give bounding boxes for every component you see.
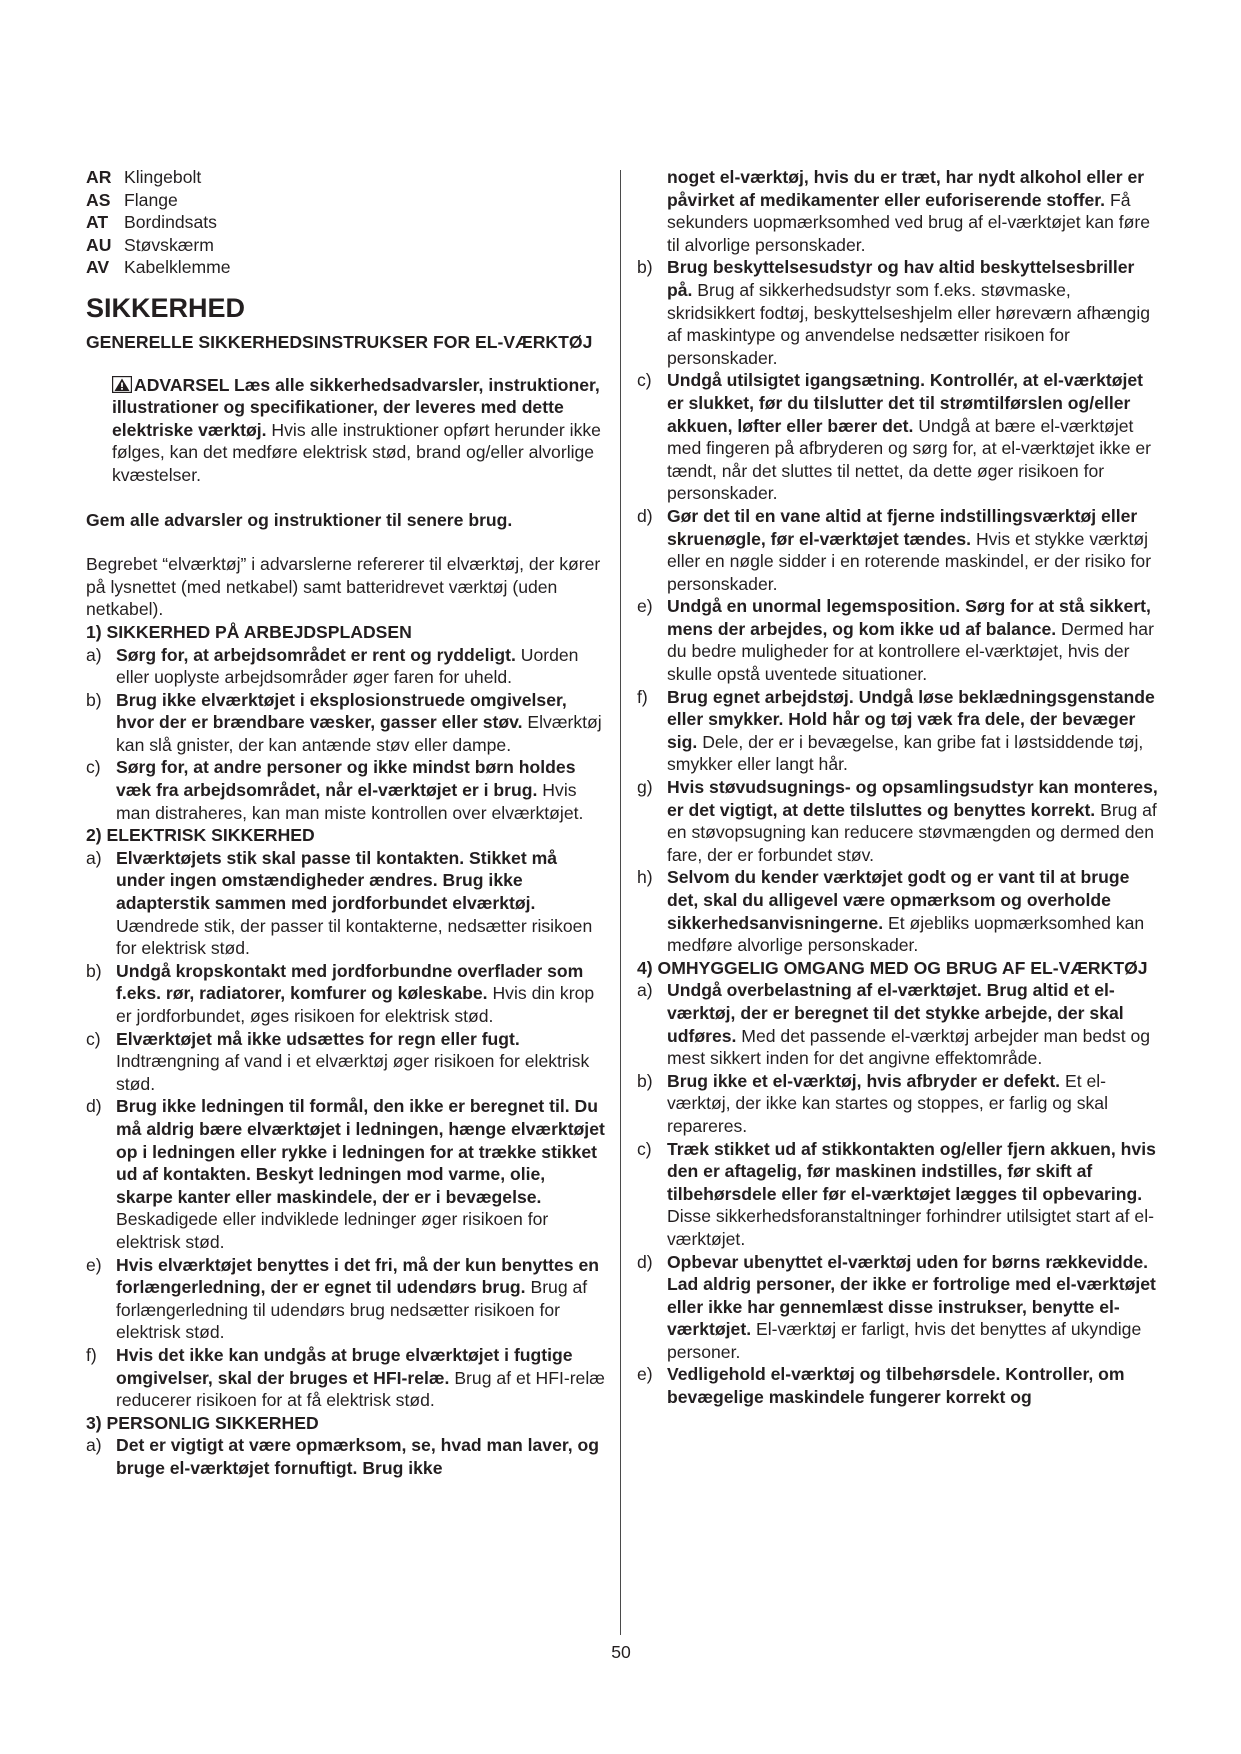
legend-row	[86, 211, 606, 234]
warning-bold-text: ADVARSEL Læs alle sikkerhedsadvarsler, instruktioner, illustrationer og specifikationer, der leveres med dette elektriske værktøj.	[112, 374, 600, 440]
item-text: El-værktøj er farligt, hvis det benyttes af ukyndige personer.	[667, 1319, 1142, 1362]
legend-row	[86, 189, 606, 212]
item-bold-text: Undgå overbelastning af el-værktøjet. Brug altid et el-værktøj, der er beregnet til det stykke arbejde, der skal udføres.	[667, 980, 1124, 1046]
item-text: Uændrede stik, der passer til kontakterne, nedsætter risikoen for elektrisk stød.	[116, 915, 593, 959]
item-bold-text: Brug ikke elværktøjet i eksplosionstruede omgivelser, hvor der er brændbare væsker, gasser eller støv.	[116, 689, 567, 733]
section-heading-2: 2) ELEKTRISK SIKKERHED	[86, 825, 315, 846]
legend-label: Støvskærm	[124, 234, 214, 255]
item-letter: d)	[86, 1096, 102, 1117]
legend-code: AS	[86, 189, 111, 210]
legend-label: Bordindsats	[124, 212, 217, 233]
item-letter: e)	[86, 1254, 102, 1275]
item-letter: f)	[637, 686, 648, 707]
list-item	[637, 1138, 1163, 1251]
warning-text: Hvis alle instruktioner opført herunder ikke følges, kan det medføre elektrisk stød, brand og/eller alvorlige kvæstelser.	[112, 419, 601, 485]
item-bold-text: Sørg for, at arbejdsområdet er rent og ryddeligt.	[116, 644, 516, 665]
legend-label: Klingebolt	[124, 167, 202, 187]
item-bold-text: Brug ikke ledningen til formål, den ikke er beregnet til. Du må aldrig bære elværktøjet i ledningen, hænge elværktøjet op i ledningen eller rykke i ledningen for at trække stikket ud af kontakten. Beskyt ledningen mod varme, olie, skarpe kanter eller maskindele, der er i bevægelse.	[116, 1096, 605, 1207]
legend-label: Flange	[124, 189, 178, 210]
list-item	[637, 1070, 1163, 1138]
item-letter: d)	[637, 1251, 653, 1272]
item-bold-text: Vedligehold el-værktøj og tilbehørsdele. Kontroller, om bevægelige maskindele fungerer korrekt og	[667, 1364, 1125, 1408]
item-bold-text: Brug beskyttelsesudstyr og hav altid beskyttelsesbriller på.	[667, 257, 1135, 300]
list-item	[637, 686, 1163, 776]
list-item	[637, 979, 1163, 1069]
list-item	[637, 595, 1163, 685]
item-letter: e)	[637, 1364, 653, 1385]
item-bold-text: Elværktøjets stik skal passe til kontakten. Stikket må under ingen omstændigheder ændres. Brug ikke adapterstik sammen med jordforbundet elværktøj.	[116, 847, 558, 914]
warning-paragraph	[86, 374, 606, 487]
legend-code: AT	[86, 212, 109, 233]
column-divider	[620, 170, 621, 1635]
item-letter: b)	[86, 689, 102, 710]
left-column	[86, 166, 606, 1479]
item-text: Indtrængning af vand i et elværktøj øger risikoen for elektrisk stød.	[116, 1051, 590, 1094]
item-bold-text: Hvis det ikke kan undgås at bruge elværktøjet i fugtige omgivelser, skal der bruges et HFI-relæ.	[116, 1344, 573, 1388]
item-text: Disse sikkerhedsforanstaltninger forhindrer utilsigtet start af el-værktøjet.	[667, 1206, 1154, 1249]
list-item	[86, 756, 606, 824]
list-item	[637, 505, 1163, 595]
list-item	[86, 1095, 606, 1253]
item-letter: d)	[637, 505, 653, 526]
section-subtitle: GENERELLE SIKKERHEDSINSTRUKSER FOR EL-VÆRKTØJ	[86, 331, 593, 352]
item-letter: a)	[86, 847, 102, 868]
list-item-continuation	[637, 166, 1163, 256]
list-item	[637, 369, 1163, 505]
item-bold-text: Gør det til en vane altid at fjerne indstillingsværktøj eller skruenøgle, før el-værktøjet tændes.	[667, 505, 1138, 549]
list-item	[637, 1363, 1163, 1408]
legend-row	[86, 166, 606, 189]
list-item	[637, 256, 1163, 369]
item-bold-text: Det er vigtigt at være opmærksom, se, hvad man laver, og bruge el-værktøjet fornuftigt. Brug ikke	[116, 1435, 600, 1478]
item-bold-text: Sørg for, at andre personer og ikke mindst børn holdes væk fra arbejdsområdet, når el-værktøjet er i brug.	[116, 757, 576, 801]
item-text: Elværktøj kan slå gnister, der kan antænde støv eller dampe.	[116, 712, 602, 755]
item-bold-text: Elværktøjet må ikke udsættes for regn eller fugt.	[116, 1028, 520, 1049]
item-letter: b)	[86, 960, 102, 981]
item-text: Undgå at bære el-værktøjet med fingeren på afbryderen og sørg for, at el-værktøjet ikke er tændt, når det sluttes til nettet, da dette øger risikoen for personskader.	[667, 415, 1152, 504]
item-text: Hvis et stykke værktøj eller en nøgle sidder i en roterende maskindel, er der risiko for personskader.	[667, 528, 1152, 594]
item-bold-text: Brug egnet arbejdstøj. Undgå løse beklædningsgenstande eller smykker. Hold hår og tøj væk fra dele, der bevæger sig.	[667, 686, 1155, 752]
list-item	[86, 1344, 606, 1412]
item-bold-text: Undgå en unormal legemsposition. Sørg for at stå sikkert, mens der arbejdes, og kom ikke ud af balance.	[667, 596, 1151, 639]
list-item	[637, 1251, 1163, 1364]
list-item	[86, 1254, 606, 1344]
item-text: Et el-værktøj, der ikke kan startes og stoppes, er farlig og skal repareres.	[667, 1070, 1109, 1136]
item-text: Hvis din krop er jordforbundet, øges risikoen for elektrisk stød.	[116, 983, 595, 1026]
item-text: Med det passende el-værktøj arbejder man bedst og mest sikkert inden for det angivne effektområde.	[667, 1025, 1151, 1069]
item-text: Dele, der er i bevægelse, kan gribe fat i løstsiddende tøj, smykker eller langt hår.	[667, 731, 1144, 775]
list-item	[86, 847, 606, 960]
keep-instructions-note: Gem alle advarsler og instruktioner til senere brug.	[86, 509, 513, 530]
section-heading-3: 3) PERSONLIG SIKKERHED	[86, 1412, 319, 1433]
item-letter: a)	[637, 980, 653, 1001]
item-text: Brug af forlængerledning til udendørs brug nedsætter risikoen for elektrisk stød.	[116, 1277, 588, 1343]
parts-legend	[86, 166, 606, 279]
item-text: Få sekunders uopmærksomhed ved brug af el-værktøjet kan føre til alvorlige personskader.	[667, 189, 1151, 255]
legend-label: Kabelklemme	[124, 257, 231, 278]
item-text: Hvis man distraheres, kan man miste kontrollen over elværktøjet.	[116, 780, 584, 823]
item-letter: c)	[86, 1028, 101, 1049]
legend-code: AU	[86, 234, 112, 255]
item-bold-text: Undgå kropskontakt med jordforbundne overflader som f.eks. rør, radiatorer, komfurer og køleskabe.	[116, 960, 584, 1004]
item-letter: b)	[637, 1070, 653, 1091]
item-bold-text: Hvis elværktøjet benyttes i det fri, må der kun benyttes en forlængerledning, der er egnet til udendørs brug.	[116, 1254, 599, 1298]
item-bold-text: Hvis støvudsugnings- og opsamlingsudstyr kan monteres, er det vigtigt, at dette tilsluttes og benyttes korrekt.	[667, 777, 1158, 820]
list-item	[86, 1028, 606, 1096]
list-item	[637, 776, 1163, 866]
item-bold-text: Undgå utilsigtet igangsætning. Kontrollér, at el-værktøjet er slukket, før du tilslutter det til strømtilførslen og/eller akkuen, løfter eller bærer det.	[667, 370, 1144, 436]
item-text: Brug af et HFI-relæ reducerer risikoen for at få elektrisk stød.	[116, 1367, 605, 1411]
item-letter: h)	[637, 867, 653, 888]
item-letter: c)	[86, 757, 101, 778]
item-bold-text: Træk stikket ud af stikkontakten og/eller fjern akkuen, hvis den er aftagelig, før maskinen indstilles, før skift af tilbehørsdele eller før el-værktøjet lægges til opbevaring.	[667, 1138, 1156, 1204]
list-item	[86, 960, 606, 1028]
item-letter: b)	[637, 257, 653, 278]
right-column	[637, 166, 1163, 1409]
item-bold-text: Opbevar ubenyttet el-værktøj uden for børns rækkevidde. Lad aldrig personer, der ikke er fortrolige med el-værktøjet eller ikke har gennemlæst disse instrukser, benytte el-værktøjet.	[667, 1251, 1156, 1340]
item-text: Uorden eller uoplyste arbejdsområder øger faren for uheld.	[116, 644, 579, 688]
list-item	[86, 644, 606, 689]
list-item	[637, 866, 1163, 956]
item-bold-text: Selvom du kender værktøjet godt og er vant til at bruge det, skal du alligevel være opmærksom og overholde sikkerhedsanvisningerne.	[667, 867, 1130, 933]
item-text: Brug af en støvopsugning kan reducere støvmængden og dermed den fare, der er forbundet støv.	[667, 799, 1157, 865]
item-letter: f)	[86, 1344, 97, 1365]
section-heading-4: 4) OMHYGGELIG OMGANG MED OG BRUG AF EL-VÆRKTØJ	[637, 957, 1148, 978]
legend-row	[86, 234, 606, 257]
item-letter: a)	[86, 644, 102, 665]
definition-paragraph: Begrebet “elværktøj” i advarslerne refererer til elværktøj, der kører på lysnettet (med netkabel) samt batteridrevet værktøj (uden netkabel).	[86, 554, 601, 620]
page-number: 50	[611, 1642, 631, 1662]
item-text: Brug af sikkerhedsudstyr som f.eks. støvmaske, skridsikkert fodtøj, beskyttelseshjelm eller høreværn afhængig af maskintype og anvendelse nedsætter risikoen for personskader.	[667, 279, 1151, 368]
section-heading-1: 1) SIKKERHED PÅ ARBEJDSPLADSEN	[86, 621, 412, 642]
item-letter: c)	[637, 370, 652, 391]
list-item	[86, 1434, 606, 1479]
section-title: SIKKERHED	[86, 292, 246, 323]
item-text: Dermed har du bedre muligheder for at kontrollere el-værktøjet, hvis der skulle opstå uventede situationer.	[667, 618, 1154, 685]
legend-code: AV	[86, 257, 110, 278]
item-bold-text: Brug ikke et el-værktøj, hvis afbryder er defekt.	[667, 1070, 1061, 1091]
legend-code: AR	[86, 167, 112, 187]
item-text: Beskadigede eller indviklede ledninger øger risikoen for elektrisk stød.	[116, 1209, 549, 1252]
item-letter: a)	[86, 1435, 102, 1456]
item-bold-text: noget el-værktøj, hvis du er træt, har nydt alkohol eller er påvirket af medikamenter eller euforiserende stoffer.	[667, 167, 1145, 210]
legend-row	[86, 256, 606, 279]
item-letter: e)	[637, 596, 653, 617]
warning-icon	[112, 376, 132, 393]
item-letter: c)	[637, 1138, 652, 1159]
item-letter: g)	[637, 777, 653, 798]
list-item	[86, 689, 606, 757]
item-text: Et øjebliks uopmærksomhed kan medføre alvorlige personskader.	[667, 912, 1145, 956]
